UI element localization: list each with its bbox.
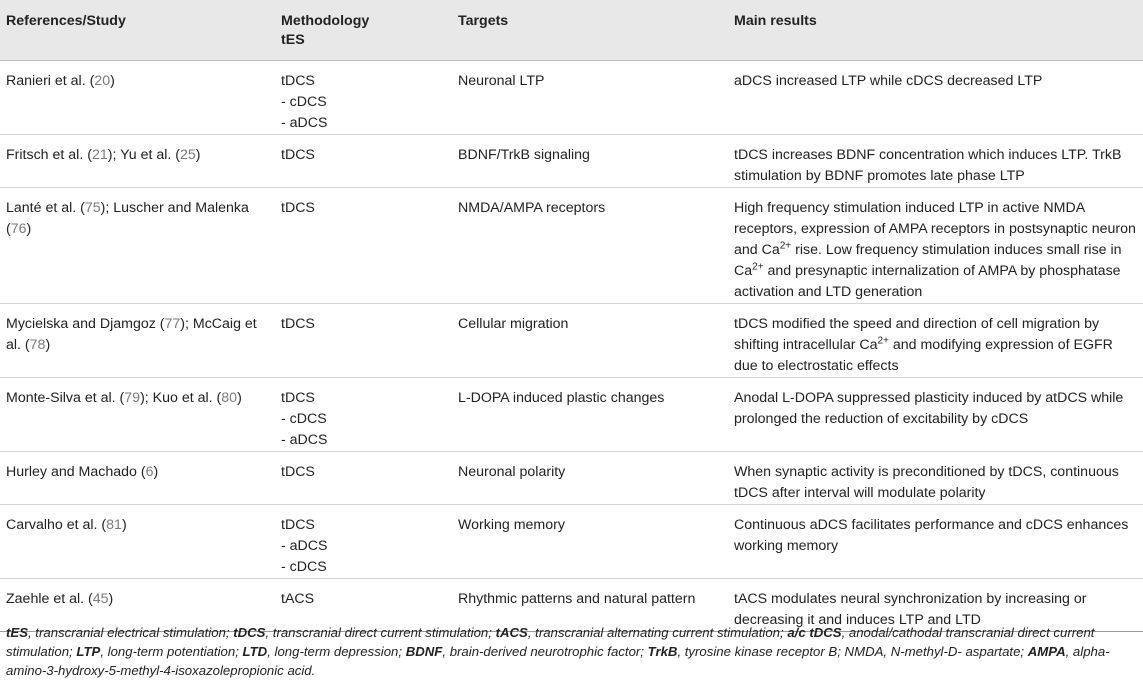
study-cell: Mycielska and Djamgoz (77); McCaig et al. (78) — [0, 303, 275, 377]
method-item: tACS — [281, 590, 315, 607]
method-item: tDCS — [281, 199, 315, 216]
study-cell: Hurley and Machado (6) — [0, 451, 275, 504]
method-item: tDCS — [281, 516, 315, 533]
method-cell — [275, 303, 452, 377]
table-row — [0, 303, 1143, 377]
header-methodology — [275, 0, 452, 60]
citation-link[interactable]: 75 — [84, 199, 101, 216]
citation-link[interactable]: 6 — [145, 463, 154, 480]
table-row — [0, 377, 1143, 451]
citation-link[interactable]: 20 — [94, 72, 111, 89]
results-cell: Continuous aDCS facilitates performance and cDCS enhances working memory — [728, 504, 1143, 578]
citation-link[interactable]: 80 — [221, 389, 238, 406]
method-item: tDCS — [281, 463, 315, 480]
results-cell: tDCS increases BDNF concentration which induces LTP. TrkB stimulation by BDNF promotes late phase LTP — [728, 134, 1143, 187]
method-cell — [275, 187, 452, 303]
citation-link[interactable]: 78 — [29, 336, 46, 353]
citation-link[interactable]: 76 — [10, 220, 27, 237]
table-row — [0, 187, 1143, 303]
method-item: - aDCS — [281, 114, 328, 131]
citation-link[interactable]: 45 — [92, 590, 109, 607]
results-cell: tDCS modified the speed and direction of cell migration by shifting intracellular $Ca^{2+}$ and modifying expression of EGFR due to electrostatic effects — [728, 303, 1143, 377]
header-study: References/Study — [0, 0, 275, 60]
method-item: - cDCS — [281, 558, 327, 575]
footnote-term: LTD — [242, 644, 268, 659]
footnote-term: tES — [6, 625, 28, 640]
table-body — [0, 60, 1143, 631]
method-item: tDCS — [281, 389, 315, 406]
method-item: tDCS — [281, 146, 315, 163]
method-item: - cDCS — [281, 410, 327, 427]
results-cell: aDCS increased LTP while cDCS decreased LTP — [728, 60, 1143, 134]
header-results: Main results — [728, 0, 1143, 60]
footnote-term: BDNF — [405, 644, 443, 659]
method-cell — [275, 451, 452, 504]
footnote-term: LTP — [76, 644, 101, 659]
target-cell: Rhythmic patterns and natural pattern — [452, 578, 728, 631]
footnote-term: AMPA — [1027, 644, 1066, 659]
footnote-term: tDCS — [233, 625, 266, 640]
header-targets: Targets — [452, 0, 728, 60]
table-row — [0, 504, 1143, 578]
method-item: tDCS — [281, 315, 315, 332]
method-cell — [275, 377, 452, 451]
target-cell: NMDA/AMPA receptors — [452, 187, 728, 303]
citation-link[interactable]: 25 — [180, 146, 196, 163]
study-cell: Carvalho et al. (81) — [0, 504, 275, 578]
study-cell: Fritsch et al. (21); Yu et al. (25) — [0, 134, 275, 187]
target-cell: Cellular migration — [452, 303, 728, 377]
header-methodology-line1: Methodology — [281, 13, 370, 29]
study-cell: Lanté et al. (75); Luscher and Malenka (76) — [0, 187, 275, 303]
method-item: - aDCS — [281, 537, 328, 554]
study-cell: Ranieri et al. (20) — [0, 60, 275, 134]
target-cell: Neuronal LTP — [452, 60, 728, 134]
study-cell: Zaehle et al. (45) — [0, 578, 275, 631]
table-row — [0, 451, 1143, 504]
citation-link[interactable]: 81 — [106, 516, 122, 533]
method-item: - cDCS — [281, 93, 327, 110]
footnote-term: a/c tDCS — [787, 625, 842, 640]
table-row — [0, 134, 1143, 187]
results-cell: tACS modulates neural synchronization by increasing or decreasing it and induces LTP and LTD — [728, 578, 1143, 631]
method-cell — [275, 134, 452, 187]
target-cell: Working memory — [452, 504, 728, 578]
table-header — [0, 0, 1143, 60]
method-cell — [275, 60, 452, 134]
table-row — [0, 60, 1143, 134]
results-cell: Anodal L-DOPA suppressed plasticity induced by atDCS while prolonged the reduction of excitability by cDCS — [728, 377, 1143, 451]
method-cell — [275, 504, 452, 578]
results-cell: High frequency stimulation induced LTP in active NMDA receptors, expression of AMPA receptors in postsynaptic neuron and $Ca^{2+}$ rise. Low frequency stimulation induces small rise in $Ca^{2+}$ and presynaptic internalization of AMPA by phosphatase activation and LTD generation — [728, 187, 1143, 303]
citation-link[interactable]: 79 — [124, 389, 141, 406]
header-methodology-line2: tES — [281, 32, 305, 48]
target-cell: BDNF/TrkB signaling — [452, 134, 728, 187]
footnote-term: TrkB — [647, 644, 678, 659]
target-cell: L-DOPA induced plastic changes — [452, 377, 728, 451]
method-item: tDCS — [281, 72, 315, 89]
method-item: - aDCS — [281, 431, 328, 448]
citation-link[interactable]: 21 — [91, 146, 108, 163]
footnote-term: tACS — [495, 625, 528, 640]
results-cell: When synaptic activity is preconditioned by tDCS, continuous tDCS after interval will modulate polarity — [728, 451, 1143, 504]
study-cell: Monte-Silva et al. (79); Kuo et al. (80) — [0, 377, 275, 451]
citation-link[interactable]: 77 — [164, 315, 181, 332]
header-row — [0, 0, 1143, 60]
target-cell: Neuronal polarity — [452, 451, 728, 504]
table-footnote: tES, transcranial electrical stimulation; tDCS, transcranial direct current stimulation; tACS, transcranial alternating current stimulation; a/c tDCS, anodal/cathodal transcranial direct current stimulation; LTP, long-term potentiation; LTD, long-term depression; BDNF, brain-derived neurotrophic factor; TrkB, tyrosine kinase receptor B; NMDA, N-methyl-D- aspartate; AMPA, alpha-amino-3-hydroxy-5-methyl-4-isoxazolepropionic acid. — [6, 625, 1110, 678]
